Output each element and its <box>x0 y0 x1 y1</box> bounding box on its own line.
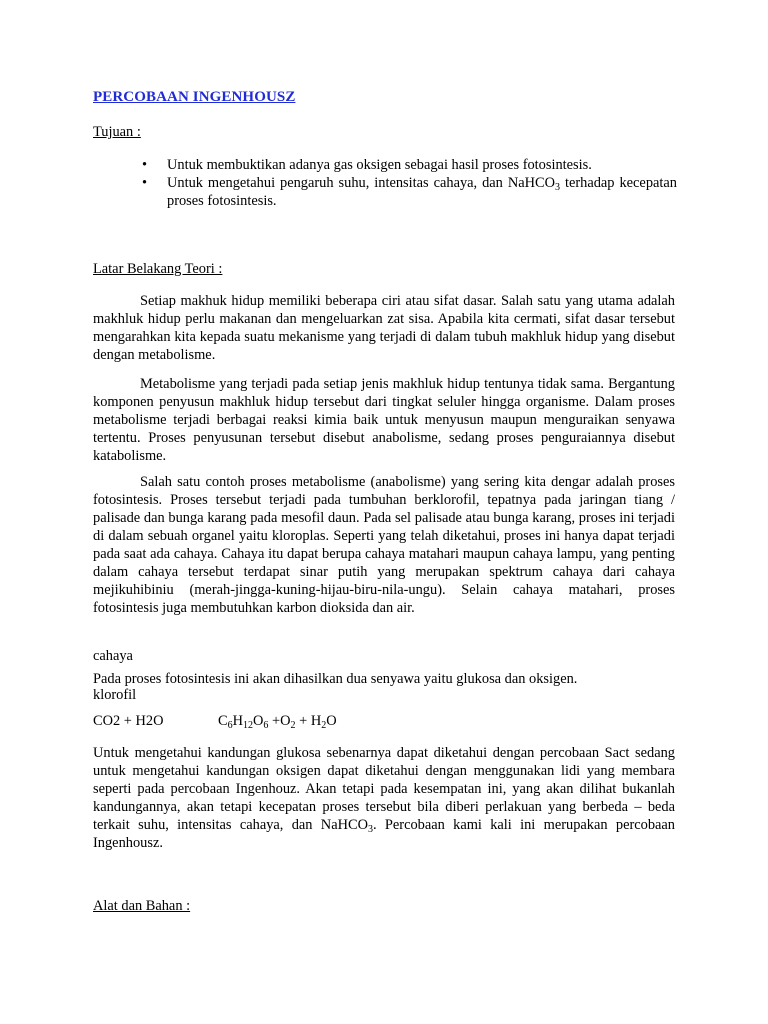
list-item-text: Untuk mengetahui pengaruh suhu, intensitas cahaya, dan NaHCO <box>167 175 555 191</box>
cahaya-label: cahaya <box>93 648 133 664</box>
paragraph-text: Setiap makhuk hidup memiliki beberapa ciri atau sifat dasar. Salah satu yang utama adalah makhluk hidup perlu makanan dan mengeluarkan zat sisa. Apabila kita cermati, sifat dasar tersebut mengarahkan kita kepada suatu mekanisme yang terjadi di dalam tubuh makhluk hidup yang disebut dengan metabolisme. <box>93 293 675 363</box>
list-item <box>142 174 677 210</box>
paragraph-2 <box>93 375 675 465</box>
paragraph-text: Metabolisme yang terjadi pada setiap jenis makhluk hidup tentunya tidak sama. Bergantung komponen penyusun makhluk hidup tersebut dari tingkat seluler hingga organisme. Dalam proses metabolisme terjadi berbagai reaksi kimia baik untuk menyusun maupun menguraikan senyawa tertentu. Proses penyusunan tersebut disebut anabolisme, sedang proses penguraiannya disebut katabolisme. <box>93 376 675 464</box>
paragraph-text-tail: . Percobaan kami kali ini merupakan percobaan Ingenhousz. <box>93 817 675 851</box>
list-item-text: Untuk membuktikan adanya gas oksigen sebagai hasil proses fotosintesis. <box>167 157 592 173</box>
list-item-text-continued: terhadap kecepatan proses fotosintesis. <box>167 175 677 209</box>
paragraph-text: Salah satu contoh proses metabolisme (anabolisme) yang sering kita dengar adalah proses fotosintesis. Proses tersebut terjadi pada tumbuhan berklorofil, tepatnya pada jaringan tiang / palisade dan bunga karang pada mesofil daun. Pada sel palisade atau bunga karang, proses ini terjadi di dalam sebuah organel yaitu kloroplas. Seperti yang telah diketahui, proses ini hanya dapat terjadi pada saat ada cahaya. Cahaya itu dapat berupa cahaya matahari maupun cahaya lampu, yang penting dalam cahaya tersebut terdapat sinar putih yang merupakan spektrum cahaya dari cahaya mejikuhibiniu (merah-jingga-kuning-hijau-biru-nila-ungu). Selain cahaya matahari, proses fotosintesis juga membutuhkan karbon dioksida dan air. <box>93 474 675 616</box>
klorofil-label: klorofil <box>93 687 137 703</box>
paragraph-1 <box>93 292 675 364</box>
paragraph-5 <box>93 744 675 852</box>
tujuan-heading: Tujuan : <box>93 124 141 140</box>
equation-right: $C_6H_{12}O_6 +O_2 + H_2O$ <box>218 713 337 731</box>
equation-left: CO2 + H2O <box>93 713 164 729</box>
bullet-icon: • <box>142 175 148 191</box>
tujuan-list <box>142 156 677 210</box>
subscript: 3 <box>555 182 560 193</box>
alat-heading: Alat dan Bahan : <box>93 898 191 914</box>
subscript: 3 <box>367 824 373 835</box>
paragraph-text: Untuk mengetahui kandungan glukosa sebenarnya dapat diketahui dengan percobaan Sact sedang untuk mengetahui kandungan oksigen dapat diketahui dengan menggunakan lidi yang membara seperti pada percobaan Ingenhouz. Akan tetapi pada kesempatan ini, yang akan dilihat bukanlah kandungannya, akan tetapi kecepatan proses tersebut bila diberi perlakuan yang berbeda – beda terkait suhu, intensitas cahaya, dan NaHCO <box>93 745 675 833</box>
latar-heading: Latar Belakang Teori : <box>93 261 223 277</box>
bullet-icon: • <box>142 157 148 173</box>
list-item <box>142 156 677 174</box>
paragraph-4: Pada proses fotosintesis ini akan dihasilkan dua senyawa yaitu glukosa dan oksigen. <box>93 671 578 687</box>
paragraph-3 <box>93 473 675 617</box>
document-title: PERCOBAAN INGENHOUSZ <box>93 89 296 105</box>
